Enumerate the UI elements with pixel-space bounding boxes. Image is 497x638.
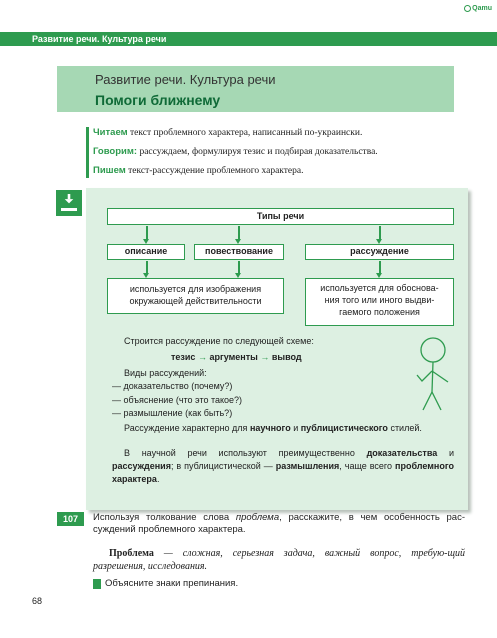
task-text: Используя толкование слова проблема, расскажите, в чем особенность рас-суждений проблемного характера. xyxy=(93,512,466,535)
scheme-formula: тезис → аргументы → вывод xyxy=(171,352,302,362)
goals-bar xyxy=(86,127,89,178)
kind-proof: — доказательство (почему?) xyxy=(112,381,233,391)
type-narration: повествование xyxy=(194,244,284,260)
page-number: 68 xyxy=(32,596,43,606)
arrow-description-usage xyxy=(146,261,148,274)
kind-explanation: — объяснение (что это такое?) xyxy=(112,395,243,405)
download-icon xyxy=(56,190,82,216)
science-paragraph: В научной речи используют преимущественно доказательства и рассуждения; в публицистической — размышления, чаще всего проблемного характера. xyxy=(112,448,454,484)
arrow-to-description xyxy=(146,226,148,240)
type-description: описание xyxy=(107,244,185,260)
arrow-to-narration xyxy=(238,226,240,240)
usage-justification: используется для обоснова- ния того или иного выдви- гаемого положения xyxy=(305,278,454,326)
type-reasoning: рассуждение xyxy=(305,244,454,260)
publisher-logo xyxy=(452,3,492,15)
logo-icon xyxy=(464,5,471,12)
task-question: Объясните знаки препинания. xyxy=(105,578,239,589)
definition: Проблема — сложная, серьезная задача, важный вопрос, требую-щий разрешения, исследования. xyxy=(93,548,465,572)
kind-reflection: — размышление (как быть?) xyxy=(112,408,233,418)
task-number: 107 xyxy=(57,512,84,526)
section-subtitle: Помоги ближнему xyxy=(95,92,221,108)
section-title: Развитие речи. Культура речи xyxy=(95,72,276,87)
scheme-intro: Строится рассуждение по следующей схеме: xyxy=(124,336,314,346)
arrow-narration-usage xyxy=(238,261,240,274)
section-marker xyxy=(57,66,86,112)
goal-reading: Читаем текст проблемного характера, написанный по-украински. xyxy=(93,127,363,138)
logo-text: Qamu xyxy=(472,5,492,12)
styles-paragraph: Рассуждение характерно для научного и публицистического стилей. xyxy=(124,423,422,433)
arrow-reasoning-usage xyxy=(379,261,381,274)
kinds-title: Виды рассуждений: xyxy=(124,368,207,378)
usage-depiction: используется для изображения окружающей действительности xyxy=(107,278,284,314)
stick-figure-icon xyxy=(404,336,454,416)
header-band-title: Развитие речи. Культура речи xyxy=(32,34,167,44)
question-marker xyxy=(93,579,101,589)
arrow-to-reasoning xyxy=(379,226,381,240)
goal-writing: Пишем текст-рассуждение проблемного характера. xyxy=(93,165,304,176)
diagram-root: Типы речи xyxy=(107,208,454,225)
goal-speaking: Говорим: рассуждаем, формулируя тезис и подбирая доказательства. xyxy=(93,146,378,157)
